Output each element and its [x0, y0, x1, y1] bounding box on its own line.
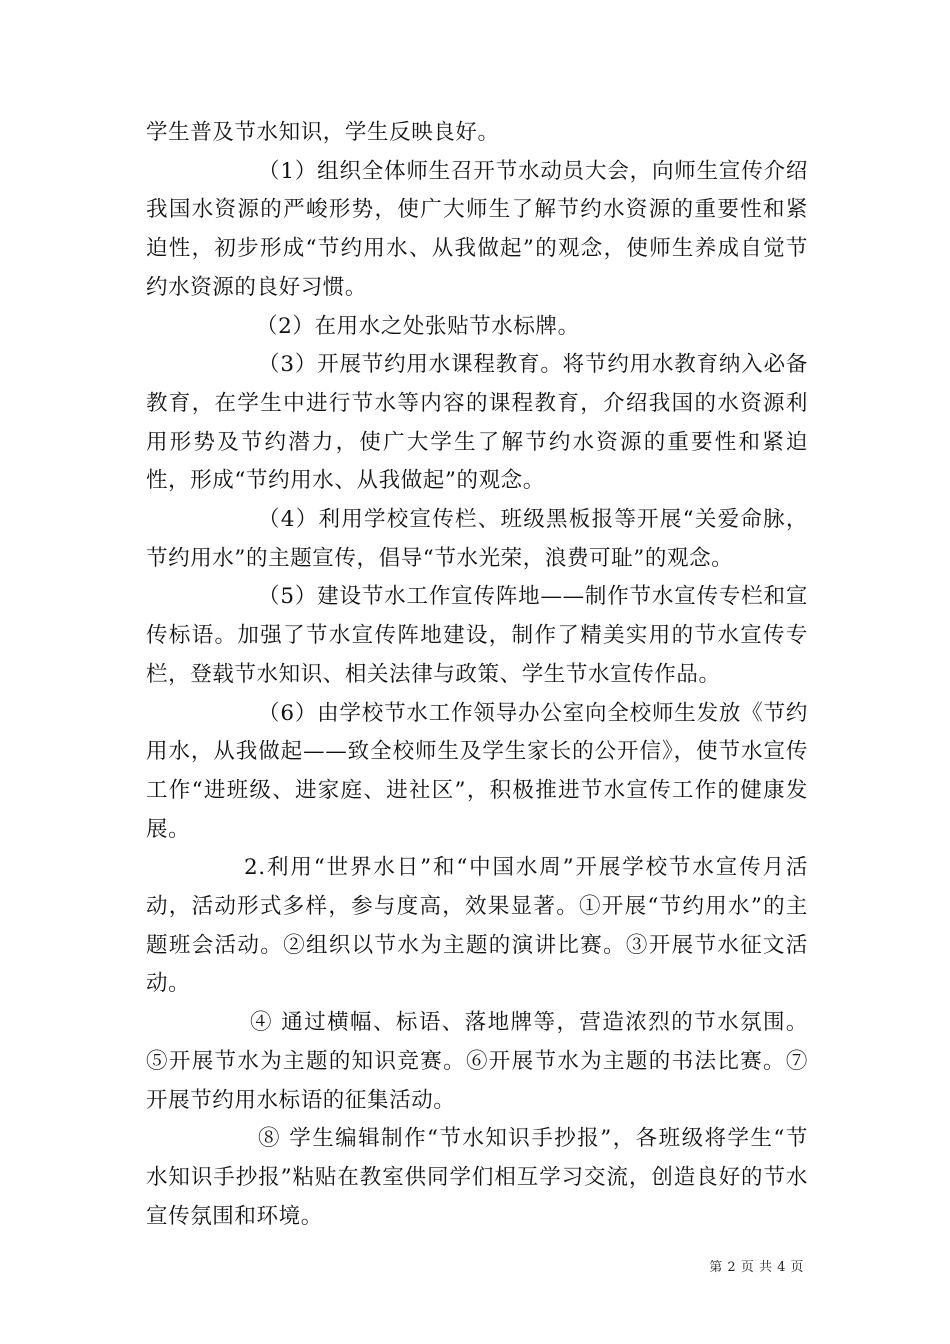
- paragraph-section-2: 2.利用“世界水日”和“中国水周”开展学校节水宣传月活动，活动形式多样，参与度高，效果显著。①开展“节约用水”的主题班会活动。②组织以节水为主题的演讲比赛。③开展节水征文活动。: [146, 855, 808, 997]
- paragraph-continuation: 学生普及节水知识，学生反映良好。: [146, 120, 500, 145]
- paragraph-activities-4-7: ④ 通过横幅、标语、落地牌等，营造浓烈的节水氛围。⑤开展节水为主题的知识竞赛。⑥开展节水为主题的书法比赛。⑦开展节约用水标语的征集活动。: [146, 1010, 808, 1113]
- paragraph-item-1: （1）组织全体师生召开节水动员大会，向师生宣传介绍我国水资源的严峻形势，使广大师生了解节约水资源的重要性和紧迫性，初步形成“节约用水、从我做起”的观念，使师生养成自觉节约水资源的良好习惯。: [146, 158, 808, 300]
- paragraph-item-6: （6）由学校节水工作领导办公室向全校师生发放《节约用水，从我做起——致全校师生及学生家长的公开信》，使节水宣传工作“进班级、进家庭、进社区”，积极推进节水宣传工作的健康发展。: [146, 700, 808, 842]
- paragraph-item-2: （2）在用水之处张贴节水标牌。: [256, 313, 580, 339]
- document-body: [146, 114, 808, 1236]
- paragraph-item-3: （3）开展节约用水课程教育。将节约用水教育纳入必备教育，在学生中进行节水等内容的课程教育，介绍我国的水资源利用形势及节约潜力，使广大学生了解节约水资源的重要性和紧迫性，形成“节约用水、从我做起”的观念。: [146, 352, 808, 494]
- paragraph-item-4: （4）利用学校宣传栏、班级黑板报等开展“关爱命脉，节约用水”的主题宣传，倡导“节水光荣，浪费可耻”的观念。: [146, 507, 808, 571]
- page-number-footer: 第 2 页 共 4 页: [709, 1260, 804, 1275]
- paragraph-activity-8: ⑧ 学生编辑制作“节水知识手抄报”，各班级将学生“节水知识手抄报”粘贴在教室供同学们相互学习交流，创造良好的节水宣传氛围和环境。: [146, 1126, 808, 1229]
- paragraph-item-5: （5）建设节水工作宣传阵地——制作节水宣传专栏和宣传标语。加强了节水宣传阵地建设，制作了精美实用的节水宣传专栏，登载节水知识、相关法律与政策、学生节水宣传作品。: [146, 584, 808, 687]
